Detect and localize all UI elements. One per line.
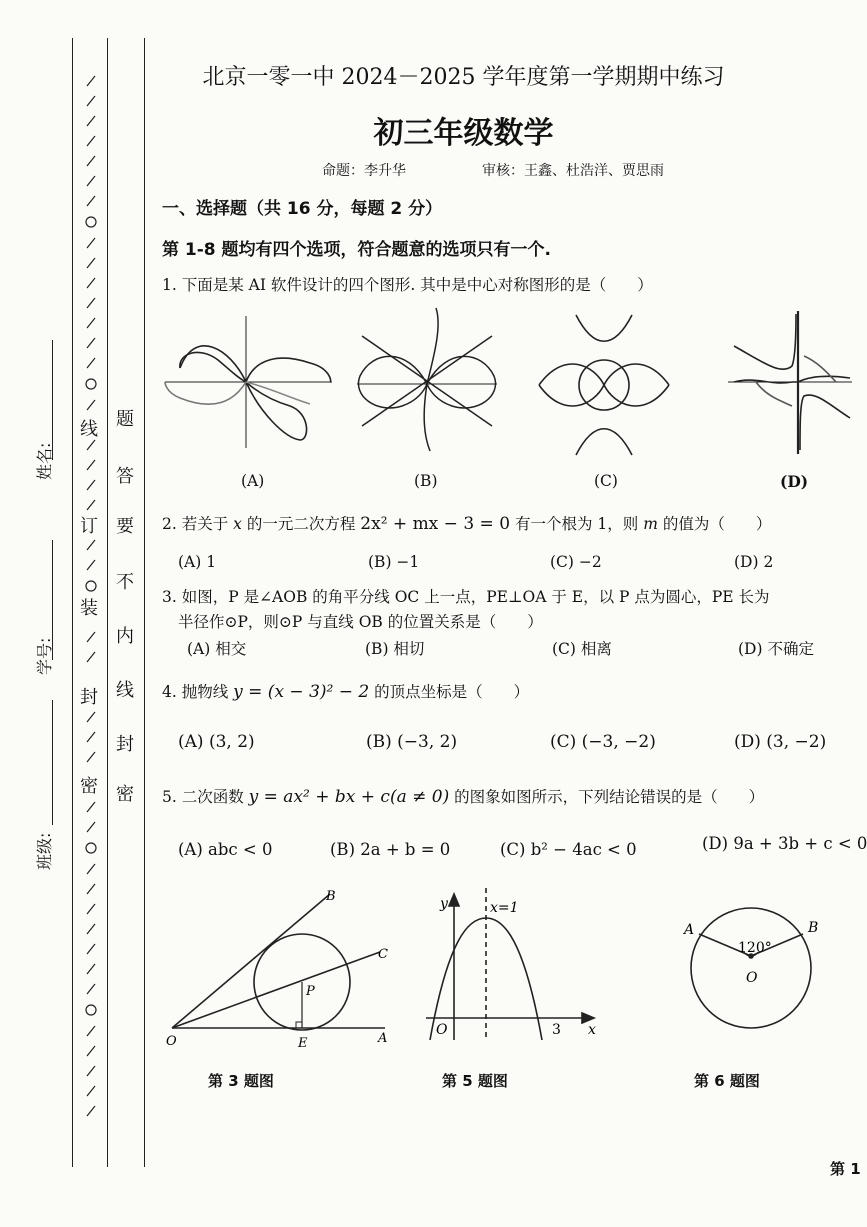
figure-3-caption: 第 3 题图 (208, 1072, 274, 1090)
q2-option-a[interactable]: (A) 1 (178, 553, 217, 571)
binding-circle-mark (86, 217, 96, 227)
student-id-field-line[interactable] (52, 540, 53, 660)
q5-option-c[interactable]: (C) b² − 4ac < 0 (500, 840, 637, 859)
q1-figure-b (352, 306, 502, 456)
binding-slash-mark (87, 752, 95, 762)
q2-equation: 2x² + mx − 3 = 0 (360, 514, 511, 534)
q1-text: 1. 下面是某 AI 软件设计的四个图形. 其中是中心对称图形的是（ ） (162, 276, 653, 294)
q2-text-d: 的值为（ ） (662, 515, 772, 533)
q4-option-a[interactable]: (A) (3, 2) (178, 732, 255, 752)
fig5-label-y: y (440, 896, 448, 912)
binding-slash-mark (87, 1046, 95, 1056)
fig3-label-b: B (326, 889, 336, 904)
binding-word2-8: 密 (116, 784, 134, 805)
q4-text-b: 的顶点坐标是（ ） (374, 683, 530, 701)
exam-title: 北京一零一中 2024－2025 学年度第一学期期中练习 (202, 65, 725, 90)
class-field-label: 班级: (35, 832, 54, 870)
binding-slash-mark (87, 176, 95, 186)
q5-text-b: 的图象如图所示，下列结论错误的是（ ） (454, 788, 765, 806)
fig5-label-3: 3 (552, 1022, 561, 1038)
fig3-label-o: O (166, 1034, 177, 1049)
q3-option-a[interactable]: (A) 相交 (187, 640, 247, 658)
name-field-line[interactable] (52, 340, 53, 460)
binding-slash-mark (87, 1086, 95, 1096)
q1-label-c: (C) (594, 472, 618, 490)
binding-slash-mark (87, 358, 95, 368)
q3-option-c[interactable]: (C) 相离 (552, 640, 612, 658)
q5-equation: y = ax² + bx + c(a ≠ 0) (248, 787, 450, 807)
binding-slash-mark (87, 984, 95, 994)
q3-line2: 半径作⊙P，则⊙P 与直线 OB 的位置关系是（ ） (178, 613, 543, 631)
binding-word2-1: 题 (116, 409, 134, 430)
q1-figure-c (534, 310, 674, 460)
q5-option-d[interactable]: (D) 9a + 3b + c < 0 (702, 834, 867, 853)
fig6-label-b: B (808, 920, 819, 936)
q5-option-a[interactable]: (A) abc < 0 (178, 840, 273, 859)
reviewer-label: 审核：王鑫、杜浩洋、贾思雨 (482, 163, 664, 179)
binding-slash-mark (87, 964, 95, 974)
q2-text-c: 有一个根为 1，则 (514, 515, 639, 533)
q1-label-a: (A) (241, 472, 265, 490)
q2-text-b: 的一元二次方程 (246, 515, 356, 533)
binding-slash-mark (87, 298, 95, 308)
binding-slash-mark (87, 632, 95, 642)
binding-slash-mark (87, 884, 95, 894)
fig3-label-a: A (378, 1031, 388, 1046)
q4-option-c[interactable]: (C) (−3, −2) (550, 732, 656, 752)
q5-text (162, 785, 764, 807)
binding-slash-mark (87, 904, 95, 914)
fig5-label-x: x (588, 1022, 596, 1038)
setter-label: 命题：李升华 (322, 163, 406, 179)
fig3-label-c: C (378, 947, 388, 962)
binding-slash-mark (87, 258, 95, 268)
figure-5 (418, 880, 608, 1050)
q2-text (162, 512, 771, 534)
binding-slash-mark (87, 278, 95, 288)
binding-slash-mark (87, 400, 95, 410)
binding-word2-6: 线 (116, 680, 134, 701)
binding-slash-mark (87, 944, 95, 954)
binding-slash-mark (87, 1066, 95, 1076)
page-number: 第 1 (830, 1160, 861, 1178)
q4-option-d[interactable]: (D) (3, −2) (734, 732, 827, 752)
binding-slash-mark (87, 822, 95, 832)
q4-text-a: 4. 抛物线 (162, 683, 229, 701)
q2-var: x (233, 515, 242, 533)
q2-var2: m (643, 515, 658, 533)
q1-figure-a (160, 308, 340, 456)
binding-word2-4: 不 (116, 572, 134, 593)
fig6-label-a: A (684, 922, 695, 938)
q2-option-b[interactable]: (B) −1 (368, 553, 420, 571)
q1-label-d: (D) (780, 472, 809, 491)
section-instruction: 第 1-8 题均有四个选项，符合题意的选项只有一个. (162, 240, 552, 260)
q4-text (162, 680, 529, 702)
fig3-label-e: E (298, 1036, 308, 1051)
fig5-label-o: O (436, 1022, 448, 1038)
binding-slash-mark (87, 652, 95, 662)
q1-label-b: (B) (414, 472, 438, 490)
binding-circle-mark (86, 581, 96, 591)
q2-option-d[interactable]: (D) 2 (734, 553, 774, 571)
q5-text-a: 5. 二次函数 (162, 788, 244, 806)
binding-slash-mark (87, 500, 95, 510)
binding-slash-mark (87, 712, 95, 722)
student-id-field-label: 学号: (35, 637, 54, 675)
binding-line-left (72, 38, 73, 1167)
binding-word2-7: 封 (116, 734, 134, 755)
q4-option-b[interactable]: (B) (−3, 2) (366, 732, 458, 752)
section-heading: 一、选择题（共 16 分，每题 2 分） (162, 199, 443, 219)
q5-option-b[interactable]: (B) 2a + b = 0 (330, 840, 451, 859)
fig5-label-axis: x=1 (490, 900, 519, 916)
binding-slash-mark (87, 440, 95, 450)
q2-option-c[interactable]: (C) −2 (550, 553, 602, 571)
binding-slash-mark (87, 1106, 95, 1116)
binding-slash-mark (87, 540, 95, 550)
binding-circle-mark (86, 843, 96, 853)
binding-word2-5: 内 (116, 626, 134, 647)
q3-line1: 3. 如图，P 是∠AOB 的角平分线 OC 上一点，PE⊥OA 于 E，以 P 点为圆心，PE 长为 (162, 588, 770, 606)
binding-word-3: 装 (80, 598, 98, 619)
binding-word-4: 封 (80, 687, 98, 708)
binding-slash-mark (87, 1026, 95, 1036)
binding-word2-3: 要 (116, 516, 134, 537)
subject-title: 初三年级数学 (373, 116, 554, 151)
figure-5-caption: 第 5 题图 (442, 1072, 508, 1090)
binding-line-middle (107, 38, 108, 1167)
figure-6-caption: 第 6 题图 (694, 1072, 760, 1090)
binding-slash-mark (87, 318, 95, 328)
binding-slash-mark (87, 802, 95, 812)
class-field-line[interactable] (52, 700, 53, 825)
q3-option-b[interactable]: (B) 相切 (365, 640, 425, 658)
binding-word2-2: 答 (116, 466, 134, 487)
binding-word-2: 订 (80, 516, 98, 537)
binding-circle-mark (86, 1005, 96, 1015)
fig3-label-p: P (306, 984, 315, 999)
binding-word-5: 密 (80, 776, 98, 797)
q2-text-a: 2. 若关于 (162, 515, 229, 533)
figure-3 (160, 882, 400, 1052)
binding-word-1: 线 (80, 419, 98, 440)
fig6-label-angle: 120° (738, 940, 772, 956)
binding-slash-mark (87, 560, 95, 570)
fig6-label-o: O (746, 970, 758, 986)
binding-slash-mark (87, 96, 95, 106)
binding-line-right (144, 38, 145, 1167)
name-field-label: 姓名: (35, 442, 54, 480)
binding-slash-mark (87, 238, 95, 248)
binding-circle-mark (86, 379, 96, 389)
binding-slash-mark (87, 156, 95, 166)
q1-figure-d (726, 306, 856, 458)
binding-slash-mark (87, 460, 95, 470)
binding-slash-mark (87, 196, 95, 206)
figure-6 (676, 896, 826, 1046)
binding-slash-mark (87, 338, 95, 348)
binding-slash-mark (87, 732, 95, 742)
binding-slash-mark (87, 864, 95, 874)
q4-equation: y = (x − 3)² − 2 (233, 682, 370, 702)
binding-slash-mark (87, 924, 95, 934)
q3-option-d[interactable]: (D) 不确定 (738, 640, 814, 658)
binding-slash-mark (87, 480, 95, 490)
